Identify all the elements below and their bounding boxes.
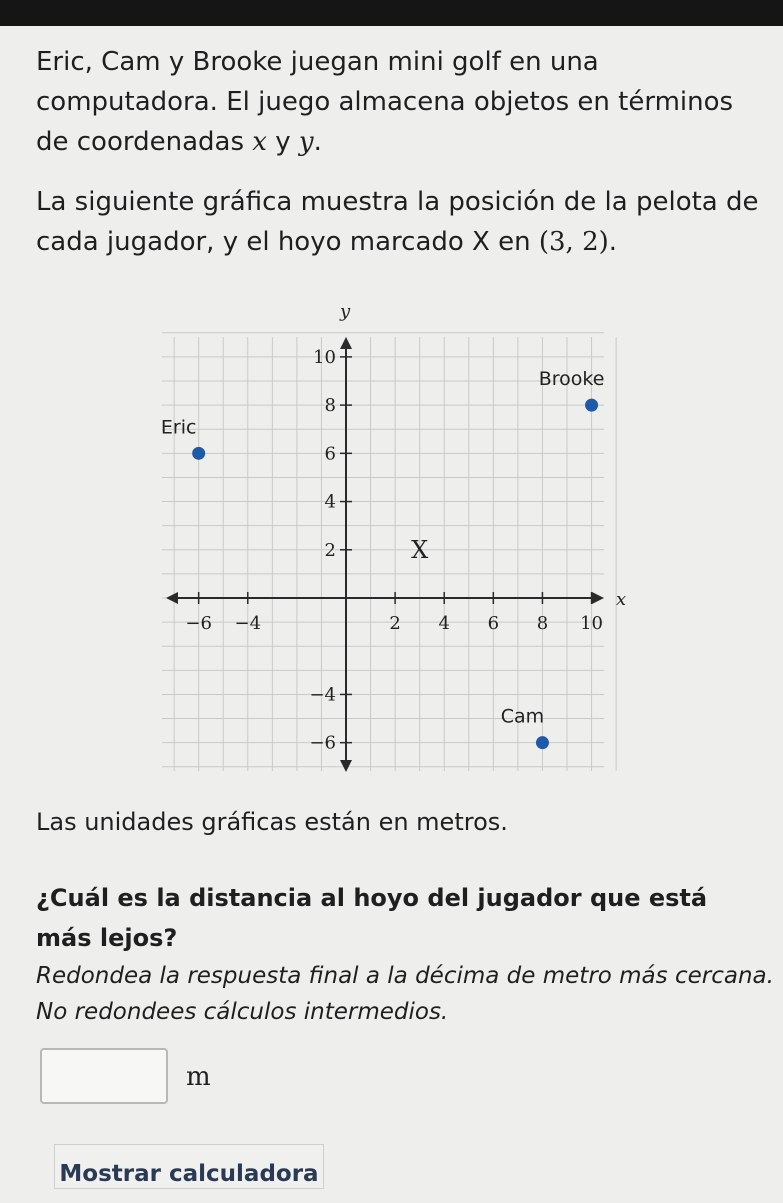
var-x: x — [252, 127, 267, 157]
y-tick-label: 10 — [313, 346, 336, 368]
y-tick-label: −6 — [309, 732, 336, 754]
units-note: Las unidades gráficas están en metros. — [36, 808, 508, 836]
label-cam: Cam — [500, 705, 545, 728]
label-eric: Eric — [160, 416, 197, 439]
coordinate-plane — [150, 295, 627, 780]
x-axis-label: x — [616, 589, 627, 610]
point-brooke — [585, 399, 598, 412]
x-tick-label: −4 — [234, 613, 262, 634]
intro-period: . — [313, 127, 322, 157]
hole-marker: X — [411, 535, 429, 564]
y-axis-down-arrow — [340, 760, 352, 772]
description-text — [36, 182, 766, 262]
point-cam — [536, 736, 549, 749]
y-tick-label: 2 — [324, 539, 336, 561]
intro-text — [36, 42, 766, 162]
x-tick-label: 8 — [536, 613, 549, 634]
x-tick-label: 6 — [487, 613, 500, 634]
rounding-instruction: Redondea la respuesta final a la décima de metro más cercana. — [36, 963, 774, 989]
x-tick-label: 4 — [438, 613, 450, 634]
intro-and: y — [266, 127, 299, 157]
top-bar — [0, 0, 783, 26]
x-tick-label: −6 — [185, 613, 212, 634]
hole-coords: (3, 2) — [538, 227, 609, 257]
y-tick-label: 6 — [324, 443, 336, 465]
question-text: ¿Cuál es la distancia al hoyo del jugador que está más lejos? — [36, 884, 708, 952]
label-brooke: Brooke — [538, 368, 605, 391]
y-axis-up-arrow — [340, 337, 352, 349]
var-y: y — [298, 127, 314, 157]
x-tick-label: 10 — [580, 613, 604, 634]
description-period: . — [608, 227, 618, 257]
y-tick-label: 8 — [324, 395, 336, 417]
y-axis-label: y — [340, 301, 351, 322]
no-rounding-instruction: No redondees cálculos intermedios. — [36, 999, 449, 1025]
y-tick-label: 4 — [324, 491, 336, 513]
answer-unit: m — [186, 1062, 211, 1092]
show-calculator-button[interactable]: Mostrar calculadora — [54, 1144, 324, 1189]
point-eric — [192, 447, 205, 460]
x-axis-right-arrow — [592, 592, 604, 604]
x-axis-left-arrow — [166, 592, 178, 604]
intro-line: Eric, Cam y Brooke juegan mini golf en una computadora. El juego almacena objetos en términos de coordenadas — [36, 47, 734, 157]
answer-input[interactable] — [40, 1048, 168, 1104]
y-tick-label: −4 — [309, 684, 336, 706]
x-tick-label: 2 — [389, 613, 401, 634]
description-line: La siguiente gráfica muestra la posición de la pelota de cada jugador, y el hoyo marcado X en — [36, 187, 759, 257]
